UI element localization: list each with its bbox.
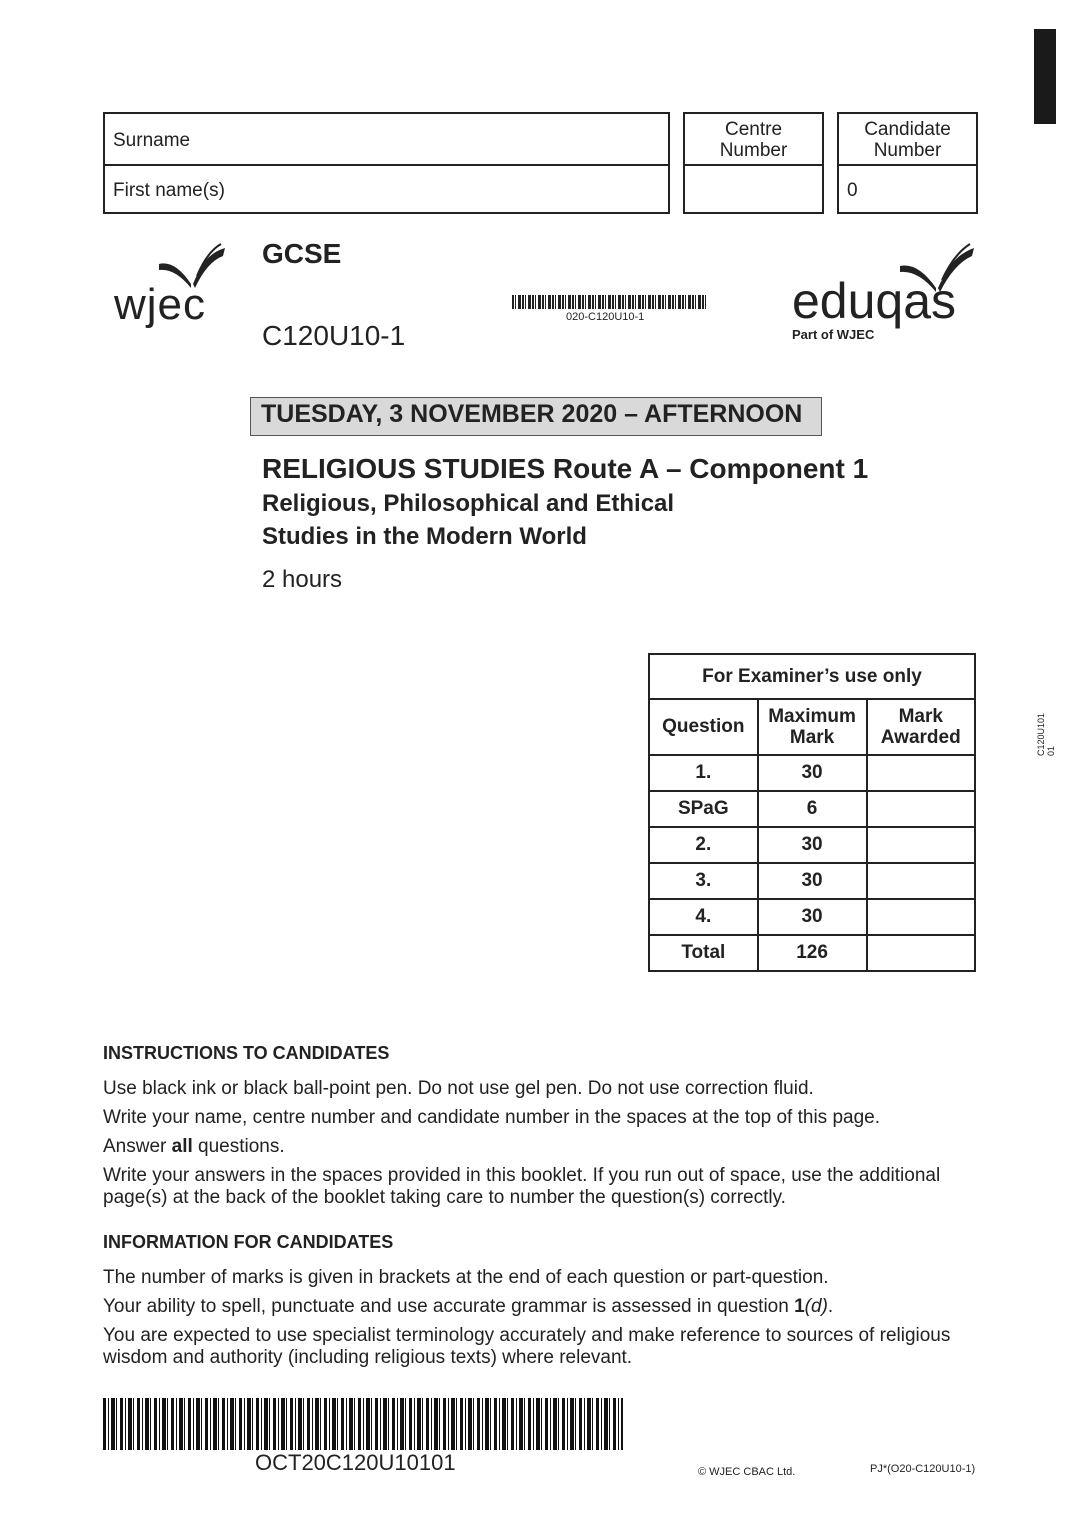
row-question: SPaG bbox=[649, 791, 758, 827]
small-barcode-text: 020-C120U10-1 bbox=[566, 311, 645, 323]
paper-subtitle-1: Religious, Philosophical and Ethical bbox=[262, 490, 675, 517]
centre-number-field[interactable] bbox=[683, 164, 824, 214]
col-max-label-1: Maximum bbox=[768, 706, 856, 727]
table-row-total bbox=[649, 935, 975, 971]
information-line: Your ability to spell, punctuate and use accurate grammar is assessed in question 1(d). bbox=[103, 1296, 834, 1317]
candidate-number-value: 0 bbox=[847, 180, 858, 201]
instruction-line: Use black ink or black ball-point pen. Do not use gel pen. Do not use correction fluid. bbox=[103, 1078, 814, 1099]
row-question: 1. bbox=[649, 755, 758, 791]
eduqas-subtext: Part of WJEC bbox=[792, 327, 875, 342]
information-body bbox=[103, 1267, 983, 1369]
side-code-1: C120U101 bbox=[1036, 712, 1046, 756]
row-max: 30 bbox=[758, 755, 867, 791]
table-row bbox=[649, 791, 975, 827]
row-awarded[interactable] bbox=[867, 755, 976, 791]
surname-field[interactable] bbox=[103, 112, 670, 166]
centre-number-label-2: Number bbox=[719, 140, 788, 161]
registration-mark bbox=[1034, 29, 1056, 124]
first-name-label: First name(s) bbox=[113, 180, 225, 201]
row-question: Total bbox=[649, 935, 758, 971]
table-row bbox=[649, 755, 975, 791]
information-line: You are expected to use specialist terminology accurately and make reference to sources of religious wisdom and authority (including religious texts) where relevant. bbox=[103, 1325, 951, 1368]
col-awarded-label-2: Awarded bbox=[880, 727, 961, 748]
copyright: © WJEC CBAC Ltd. bbox=[698, 1466, 796, 1478]
footer-barcode bbox=[103, 1398, 623, 1450]
surname-label: Surname bbox=[113, 130, 191, 151]
candidate-number-field[interactable] bbox=[837, 164, 978, 214]
paper-reference: PJ*(O20-C120U10-1) bbox=[870, 1463, 976, 1475]
paper-subtitle-2: Studies in the Modern World bbox=[262, 523, 587, 550]
row-max: 6 bbox=[758, 791, 867, 827]
wjec-text: wjec bbox=[114, 280, 207, 329]
row-max: 30 bbox=[758, 899, 867, 935]
examiner-table-heading: For Examiner’s use only bbox=[649, 654, 975, 699]
candidate-number-label-2: Number bbox=[873, 140, 942, 161]
instruction-line: Answer all questions. bbox=[103, 1136, 285, 1157]
row-max: 30 bbox=[758, 863, 867, 899]
examiner-table bbox=[648, 653, 976, 972]
candidate-number-header bbox=[837, 112, 978, 166]
side-code-2: 01 bbox=[1046, 745, 1056, 756]
col-mark-awarded bbox=[867, 699, 976, 755]
row-awarded[interactable] bbox=[867, 791, 976, 827]
row-awarded[interactable] bbox=[867, 827, 976, 863]
row-max: 30 bbox=[758, 827, 867, 863]
wjec-cbac-logo bbox=[112, 240, 232, 360]
row-awarded[interactable] bbox=[867, 935, 976, 971]
instructions-body bbox=[103, 1078, 983, 1209]
instruction-line: Write your answers in the spaces provided in this booklet. If you run out of space, use the additional page(s) at the back of the booklet taking care to number the question(s) correctly. bbox=[103, 1165, 941, 1208]
table-row bbox=[649, 827, 975, 863]
information-heading: INFORMATION FOR CANDIDATES bbox=[103, 1232, 394, 1252]
table-row bbox=[649, 899, 975, 935]
candidate-number-label-1: Candidate bbox=[864, 119, 951, 140]
exam-duration: 2 hours bbox=[262, 566, 343, 593]
instruction-line: Write your name, centre number and candidate number in the spaces at the top of this page. bbox=[103, 1107, 880, 1128]
eduqas-logo bbox=[790, 240, 980, 345]
centre-number-label-1: Centre bbox=[724, 119, 783, 140]
col-question: Question bbox=[649, 699, 758, 755]
col-max-label-2: Mark bbox=[789, 727, 835, 748]
row-question: 3. bbox=[649, 863, 758, 899]
row-question: 2. bbox=[649, 827, 758, 863]
table-row bbox=[649, 863, 975, 899]
row-max: 126 bbox=[758, 935, 867, 971]
col-max-mark bbox=[758, 699, 867, 755]
qualification-level: GCSE bbox=[262, 238, 342, 269]
centre-number-header bbox=[683, 112, 824, 166]
row-question: 4. bbox=[649, 899, 758, 935]
paper-title: RELIGIOUS STUDIES Route A – Component 1 bbox=[262, 453, 869, 484]
first-name-field[interactable] bbox=[103, 164, 670, 214]
eduqas-text: eduqas bbox=[792, 273, 957, 329]
information-line: The number of marks is given in brackets at the end of each question or part-question. bbox=[103, 1267, 829, 1288]
row-awarded[interactable] bbox=[867, 863, 976, 899]
small-barcode bbox=[512, 295, 708, 309]
side-code bbox=[1036, 713, 1056, 756]
instructions-heading: INSTRUCTIONS TO CANDIDATES bbox=[103, 1043, 390, 1063]
footer-barcode-text: OCT20C120U10101 bbox=[255, 1450, 456, 1475]
exam-date: TUESDAY, 3 NOVEMBER 2020 – AFTERNOON bbox=[250, 397, 822, 436]
paper-code: C120U10-1 bbox=[262, 320, 406, 351]
row-awarded[interactable] bbox=[867, 899, 976, 935]
col-awarded-label-1: Mark bbox=[898, 706, 943, 727]
